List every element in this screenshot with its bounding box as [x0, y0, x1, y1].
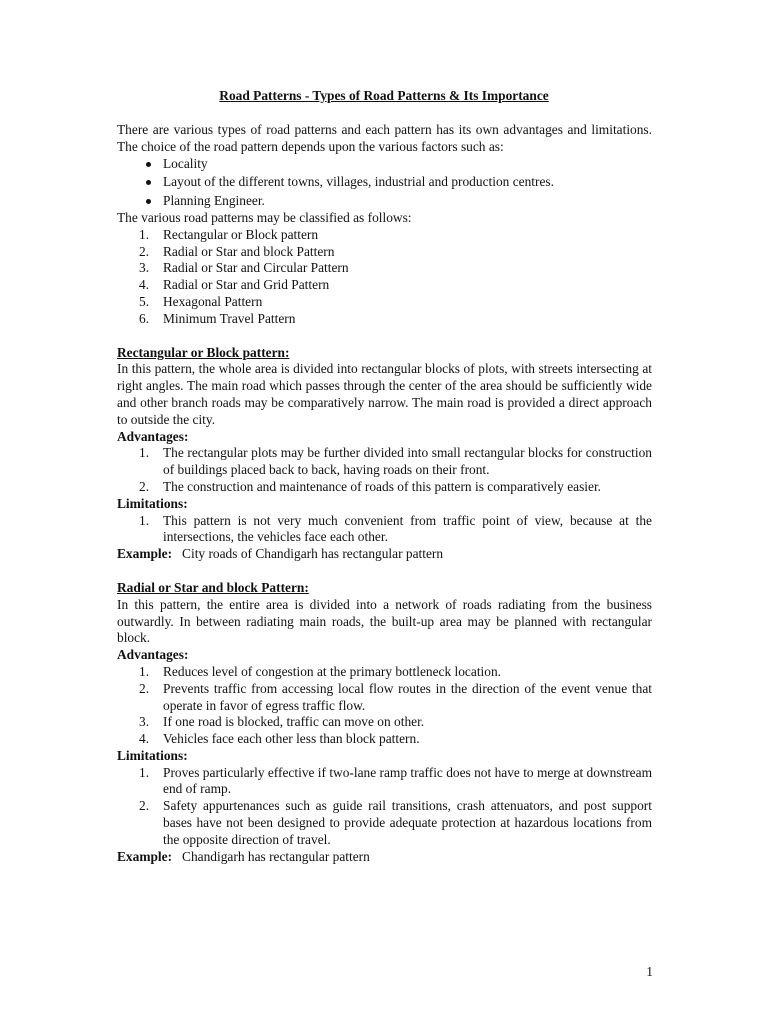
list-item: Locality [117, 156, 652, 173]
spacer [117, 328, 652, 345]
list-item: 1. The rectangular plots may be further divided into small rectangular blocks for construction of buildings placed back to back, having roads on their front. [139, 445, 652, 478]
list-item: 4. Radial or Star and Grid Pattern [139, 277, 330, 293]
advantages-list [117, 664, 652, 748]
section-body: In this pattern, the entire area is divided into a network of roads radiating from the business outwardly. In between radiating main roads, the built-up area may be planned with rectangular block. [117, 596, 652, 646]
advantages-label: Advantages: [117, 428, 189, 444]
document-body [117, 122, 652, 865]
limitations-list [117, 513, 652, 547]
page-number: 1 [646, 964, 653, 979]
page-title: Road Patterns - Types of Road Patterns & Its Importance [219, 88, 549, 103]
section-body: In this pattern, the whole area is divided into rectangular blocks of plots, with streets intersecting at right angles. The main road which passes through the center of the area should be sufficiently wide and other branch roads may be comparatively narrow. The main road is provided a direct approach to outside the city. [117, 361, 652, 427]
classify-intro: The various road patterns may be classified as follows: [117, 209, 412, 225]
limitations-list [117, 765, 652, 849]
advantages-label: Advantages: [117, 647, 189, 663]
list-item: 1. Reduces level of congestion at the primary bottleneck location. [139, 663, 502, 679]
spacer [117, 563, 652, 580]
list-item: 5. Hexagonal Pattern [139, 293, 263, 309]
list-item: Layout of the different towns, villages, industrial and production centres. [117, 174, 652, 191]
pattern-list [117, 227, 652, 328]
list-item: 1. Proves particularly effective if two-lane ramp traffic does not have to merge at downstream end of ramp. [139, 764, 652, 797]
example-text: City roads of Chandigarh has rectangular pattern [182, 546, 444, 562]
list-item: 1. This pattern is not very much convenient from traffic point of view, because at the intersections, the vehicles face each other. [139, 512, 652, 545]
list-item: 2. Prevents traffic from accessing local flow routes in the direction of the event venue that operate in favor of egress traffic flow. [139, 680, 652, 713]
list-item: 4. Vehicles face each other less than block pattern. [139, 731, 420, 747]
section-heading: Radial or Star and block Pattern: [117, 579, 309, 595]
bullet-icon [146, 199, 151, 204]
intro-paragraph: There are various types of road patterns and each pattern has its own advantages and limitations. The choice of the road pattern depends upon the various factors such as: [117, 122, 652, 154]
list-item: 3. If one road is blocked, traffic can move on other. [139, 714, 425, 730]
bullet-icon [146, 162, 151, 167]
limitations-label: Limitations: [117, 495, 188, 511]
list-item: 2. Radial or Star and block Pattern [139, 243, 335, 259]
section-heading: Rectangular or Block pattern: [117, 344, 290, 360]
limitations-label: Limitations: [117, 747, 188, 763]
bullet-icon [146, 180, 151, 185]
list-item: Planning Engineer. [117, 193, 652, 210]
list-item: 2. The construction and maintenance of roads of this pattern is comparatively easier. [139, 478, 602, 494]
list-item: 6. Minimum Travel Pattern [139, 310, 296, 326]
example-label: Example: [117, 546, 173, 562]
example-line [117, 849, 652, 866]
example-text: Chandigarh has rectangular pattern [182, 848, 370, 864]
example-line [117, 546, 652, 563]
list-item: 2. Safety appurtenances such as guide rail transitions, crash attenuators, and post support bases have not been designed to provide adequate protection at hazardous locations from the opposite direction of travel. [139, 798, 652, 847]
factor-list [117, 156, 652, 210]
list-item: 1. Rectangular or Block pattern [139, 226, 319, 242]
advantages-list [117, 445, 652, 495]
list-item: 3. Radial or Star and Circular Pattern [139, 260, 349, 276]
example-label: Example: [117, 848, 173, 864]
